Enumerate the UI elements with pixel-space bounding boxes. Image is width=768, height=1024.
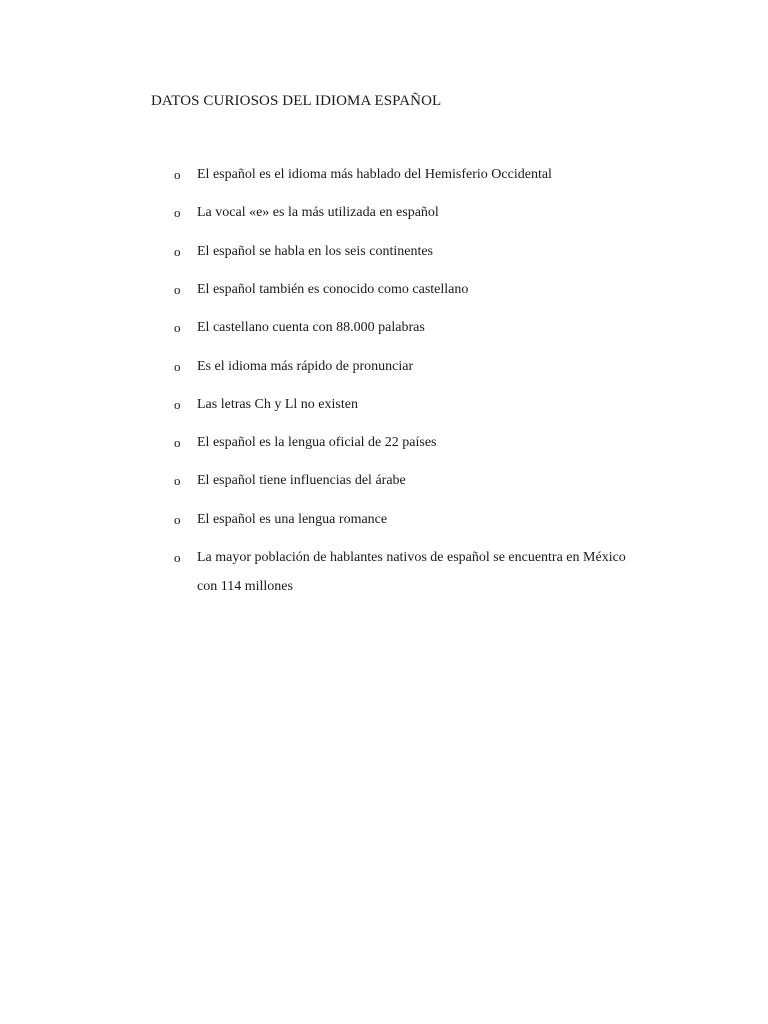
bullet-icon: o bbox=[174, 397, 181, 412]
bullet-icon: o bbox=[174, 320, 181, 335]
fact-text: El español tiene influencias del árabe bbox=[197, 473, 406, 488]
bullet-icon: o bbox=[174, 359, 181, 374]
bullet-icon: o bbox=[174, 205, 181, 220]
fact-text: El español es la lengua oficial de 22 países bbox=[197, 435, 437, 450]
bullet-icon: o bbox=[174, 167, 181, 182]
bullet-icon: o bbox=[174, 550, 181, 565]
fact-text-line-2: con 114 millones bbox=[197, 579, 293, 594]
fact-text: Las letras Ch y Ll no existen bbox=[197, 397, 358, 412]
fact-text: El español es el idioma más hablado del Hemisferio Occidental bbox=[197, 167, 552, 182]
document-title: DATOS CURIOSOS DEL IDIOMA ESPAÑOL bbox=[151, 93, 442, 109]
bullet-icon: o bbox=[174, 512, 181, 527]
fact-text: La vocal «e» es la más utilizada en español bbox=[197, 205, 439, 220]
fact-text: El español es una lengua romance bbox=[197, 512, 388, 527]
fact-text: El español también es conocido como castellano bbox=[197, 282, 469, 297]
fact-text-multiline bbox=[197, 548, 677, 597]
bullet-icon: o bbox=[174, 244, 181, 259]
bullet-icon: o bbox=[174, 282, 181, 297]
bullet-icon: o bbox=[174, 435, 181, 450]
fact-text: Es el idioma más rápido de pronunciar bbox=[197, 359, 414, 374]
fact-text: El español se habla en los seis continentes bbox=[197, 244, 433, 259]
fact-text-line-1: La mayor población de hablantes nativos de español se encuentra en México bbox=[197, 550, 626, 565]
fact-text: El castellano cuenta con 88.000 palabras bbox=[197, 320, 425, 335]
bullet-icon: o bbox=[174, 473, 181, 488]
